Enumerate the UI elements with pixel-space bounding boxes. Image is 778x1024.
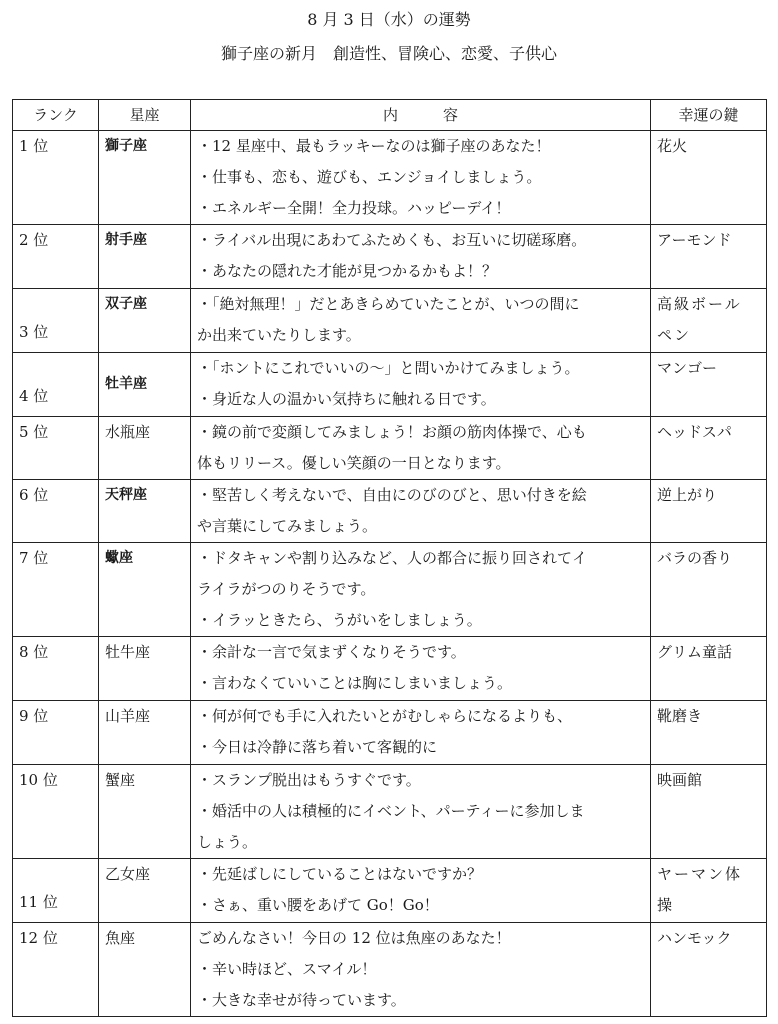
sign-cell: 水瓶座 xyxy=(99,417,191,480)
column-header-sign: 星座 xyxy=(99,100,191,131)
lucky-key-text: ヤーマン体 操 xyxy=(657,865,743,914)
rank-cell: 12 位 xyxy=(13,923,99,1017)
table-row xyxy=(13,543,767,637)
rank-cell: 3 位 xyxy=(13,289,99,353)
lucky-key-cell xyxy=(651,289,767,353)
table-row xyxy=(13,637,767,701)
lucky-key-cell: マンゴー xyxy=(651,353,767,417)
table-header-row xyxy=(13,100,767,131)
content-line: や言葉にしてみましょう。 xyxy=(197,517,378,535)
content-line: 体もリリース。優しい笑顔の一日となります。 xyxy=(197,454,511,472)
rank-cell: 8 位 xyxy=(13,637,99,701)
content-line: ・身近な人の温かい気持ちに触れる日です。 xyxy=(197,390,496,408)
content-line: ・大きな幸せが待っています。 xyxy=(197,991,406,1009)
column-header-content: 内 容 xyxy=(191,100,651,131)
lucky-key-cell: バラの香り xyxy=(651,543,767,637)
table-row xyxy=(13,480,767,543)
rank-cell: 7 位 xyxy=(13,543,99,637)
content-line: ごめんなさい！今日の 12 位は魚座のあなた！ xyxy=(197,929,511,947)
sign-cell: 牡牛座 xyxy=(99,637,191,701)
rank-cell: 6 位 xyxy=(13,480,99,543)
lucky-key-cell: 靴磨き xyxy=(651,701,767,765)
content-cell xyxy=(191,923,651,1017)
rank-cell: 10 位 xyxy=(13,765,99,859)
content-cell xyxy=(191,637,651,701)
content-cell xyxy=(191,225,651,289)
sign-cell: 山羊座 xyxy=(99,701,191,765)
content-cell xyxy=(191,353,651,417)
content-line: ・言わなくていいことは胸にしまいましょう。 xyxy=(197,674,513,692)
content-line: ・スランプ脱出はもうすぐです。 xyxy=(197,771,421,789)
lucky-key-text: 高級ボール ペン xyxy=(657,295,742,344)
table-row xyxy=(13,923,767,1017)
content-line: ・今日は冷静に落ち着いて客観的に xyxy=(197,738,438,756)
content-line: ・ライバル出現にあわてふためくも、お互いに切磋琢磨。 xyxy=(197,231,587,249)
sign-cell: 乙女座 xyxy=(99,859,191,923)
table-row xyxy=(13,353,767,417)
content-line: ・何が何でも手に入れたいとがむしゃらになるよりも、 xyxy=(197,707,573,725)
sign-cell: 魚座 xyxy=(99,923,191,1017)
fortune-table xyxy=(12,99,767,1017)
lucky-key-cell: 花火 xyxy=(651,131,767,225)
table-row xyxy=(13,417,767,480)
column-header-rank: ランク xyxy=(13,100,99,131)
table-row xyxy=(13,131,767,225)
content-line: ・あなたの隠れた才能が見つかるかもよ！？ xyxy=(197,262,498,280)
content-cell xyxy=(191,131,651,225)
sign-cell: 蟹座 xyxy=(99,765,191,859)
page-subtitle: 獅子座の新月 創造性、冒険心、恋愛、子供心 xyxy=(220,44,557,63)
rank-cell: 5 位 xyxy=(13,417,99,480)
table-row xyxy=(13,701,767,765)
content-line: ライラがつのりそうです。 xyxy=(197,580,376,598)
content-line: か出来ていたりします。 xyxy=(197,326,361,344)
content-line: ・イラッときたら、うがいをしましょう。 xyxy=(197,611,482,629)
rank-cell: 11 位 xyxy=(13,859,99,923)
rank-cell: 4 位 xyxy=(13,353,99,417)
rank-cell: 1 位 xyxy=(13,131,99,225)
sign-cell: 牡羊座 xyxy=(99,353,191,417)
content-cell xyxy=(191,417,651,480)
content-line: ・「絶対無理！」だとあきらめていたことが、いつの間に xyxy=(197,295,580,313)
content-line: ・鏡の前で変顔してみましょう！お顔の筋肉体操で、心も xyxy=(197,423,587,441)
sign-cell: 蠍座 xyxy=(99,543,191,637)
table-row xyxy=(13,289,767,353)
content-cell xyxy=(191,859,651,923)
content-line: しょう。 xyxy=(197,833,258,851)
page-title: 8 月 3 日（水）の運勢 xyxy=(307,10,471,29)
content-cell xyxy=(191,289,651,353)
content-line: ・婚活中の人は積極的にイベント、パーティーに参加しま xyxy=(197,802,585,820)
lucky-key-cell: アーモンド xyxy=(651,225,767,289)
content-line: ・ドタキャンや割り込みなど、人の都合に振り回されてイ xyxy=(197,549,588,567)
sign-cell: 射手座 xyxy=(99,225,191,289)
content-line: ・先延ばしにしていることはないですか？ xyxy=(197,865,483,883)
sign-cell: 獅子座 xyxy=(99,131,191,225)
table-row xyxy=(13,859,767,923)
lucky-key-cell: ハンモック xyxy=(651,923,767,1017)
lucky-key-cell xyxy=(651,859,767,923)
content-line: ・余計な一言で気まずくなりそうです。 xyxy=(197,643,466,661)
lucky-key-cell: ヘッドスパ xyxy=(651,417,767,480)
content-line: ・エネルギー全開！全力投球。ハッピーデイ！ xyxy=(197,199,511,217)
content-line: ・仕事も、恋も、遊びも、エンジョイしましょう。 xyxy=(197,168,542,186)
content-cell xyxy=(191,701,651,765)
content-cell xyxy=(191,765,651,859)
table-row xyxy=(13,765,767,859)
sign-cell: 双子座 xyxy=(99,289,191,353)
rank-cell: 2 位 xyxy=(13,225,99,289)
content-line: ・さぁ、重い腰をあげて Go！Go！ xyxy=(197,896,439,914)
sign-cell: 天秤座 xyxy=(99,480,191,543)
content-cell xyxy=(191,543,651,637)
lucky-key-cell: グリム童話 xyxy=(651,637,767,701)
lucky-key-cell: 映画館 xyxy=(651,765,767,859)
table-row xyxy=(13,225,767,289)
content-cell xyxy=(191,480,651,543)
column-header-lucky-key: 幸運の鍵 xyxy=(651,100,767,131)
rank-cell: 9 位 xyxy=(13,701,99,765)
content-line: ・12 星座中、最もラッキーなのは獅子座のあなた！ xyxy=(197,137,551,155)
content-line: ・堅苦しく考えないで、自由にのびのびと、思い付きを絵 xyxy=(197,486,587,504)
content-line: ・辛い時ほど、スマイル！ xyxy=(197,960,377,978)
fortune-table-body xyxy=(13,131,767,1017)
lucky-key-cell: 逆上がり xyxy=(651,480,767,543)
content-line: ・「ホントにこれでいいの～」と問いかけてみましょう。 xyxy=(197,359,580,377)
